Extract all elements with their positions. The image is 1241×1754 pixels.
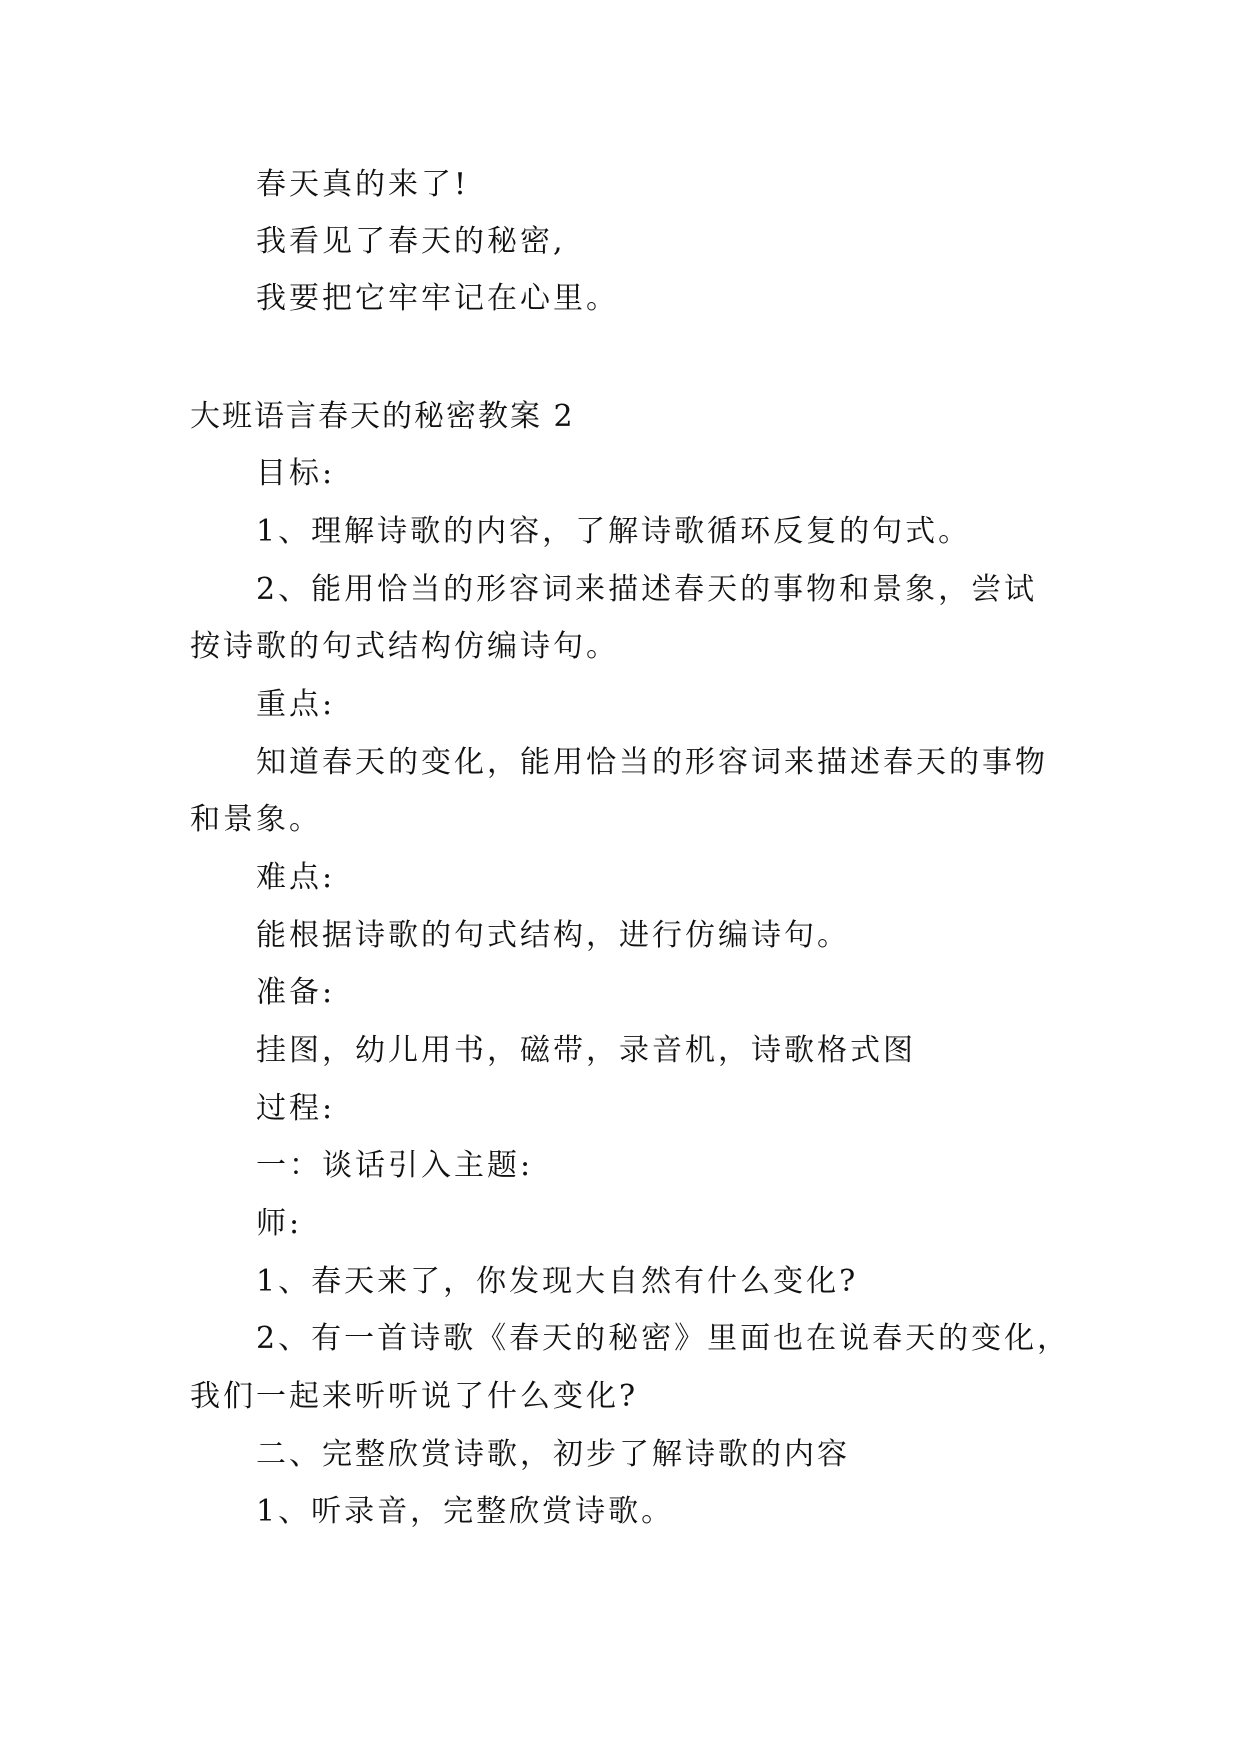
poem-line: 我看见了春天的秘密,: [256, 224, 566, 259]
paragraph-line: 知道春天的变化，能用恰当的形容词来描述春天的事物: [256, 745, 1048, 780]
paragraph-line: 2、能用恰当的形容词来描述春天的事物和景象，尝试: [256, 572, 1038, 607]
poem-line: 春天真的来了!: [256, 167, 470, 202]
paragraph-line: 一：谈话引入主题:: [256, 1148, 534, 1183]
paragraph-line: 2、有一首诗歌《春天的秘密》里面也在说春天的变化，: [256, 1321, 1071, 1356]
paragraph-line: 准备:: [256, 975, 336, 1010]
paragraph-line: 重点:: [256, 687, 336, 722]
paragraph-line: 师:: [256, 1206, 303, 1241]
paragraph-line: 能根据诗歌的句式结构，进行仿编诗句。: [256, 918, 850, 953]
paragraph-line: 难点:: [256, 860, 336, 895]
paragraph-line: 1、理解诗歌的内容，了解诗歌循环反复的句式。: [256, 514, 972, 549]
paragraph-line: 按诗歌的句式结构仿编诗句。: [190, 629, 619, 664]
paragraph-line: 二、完整欣赏诗歌，初步了解诗歌的内容: [256, 1437, 850, 1472]
paragraph-line: 挂图，幼儿用书，磁带，录音机，诗歌格式图: [256, 1033, 916, 1068]
paragraph-line: 过程:: [256, 1091, 336, 1126]
paragraph-line: 1、春天来了，你发现大自然有什么变化?: [256, 1264, 859, 1299]
paragraph-line: 目标:: [256, 456, 336, 491]
paragraph-line: 我们一起来听听说了什么变化?: [190, 1379, 639, 1414]
paragraph-line: 1、听录音，完整欣赏诗歌。: [256, 1494, 675, 1529]
section-heading: 大班语言春天的秘密教案 2: [190, 399, 575, 434]
paragraph-line: 和景象。: [190, 802, 322, 837]
poem-line: 我要把它牢牢记在心里。: [256, 281, 619, 316]
